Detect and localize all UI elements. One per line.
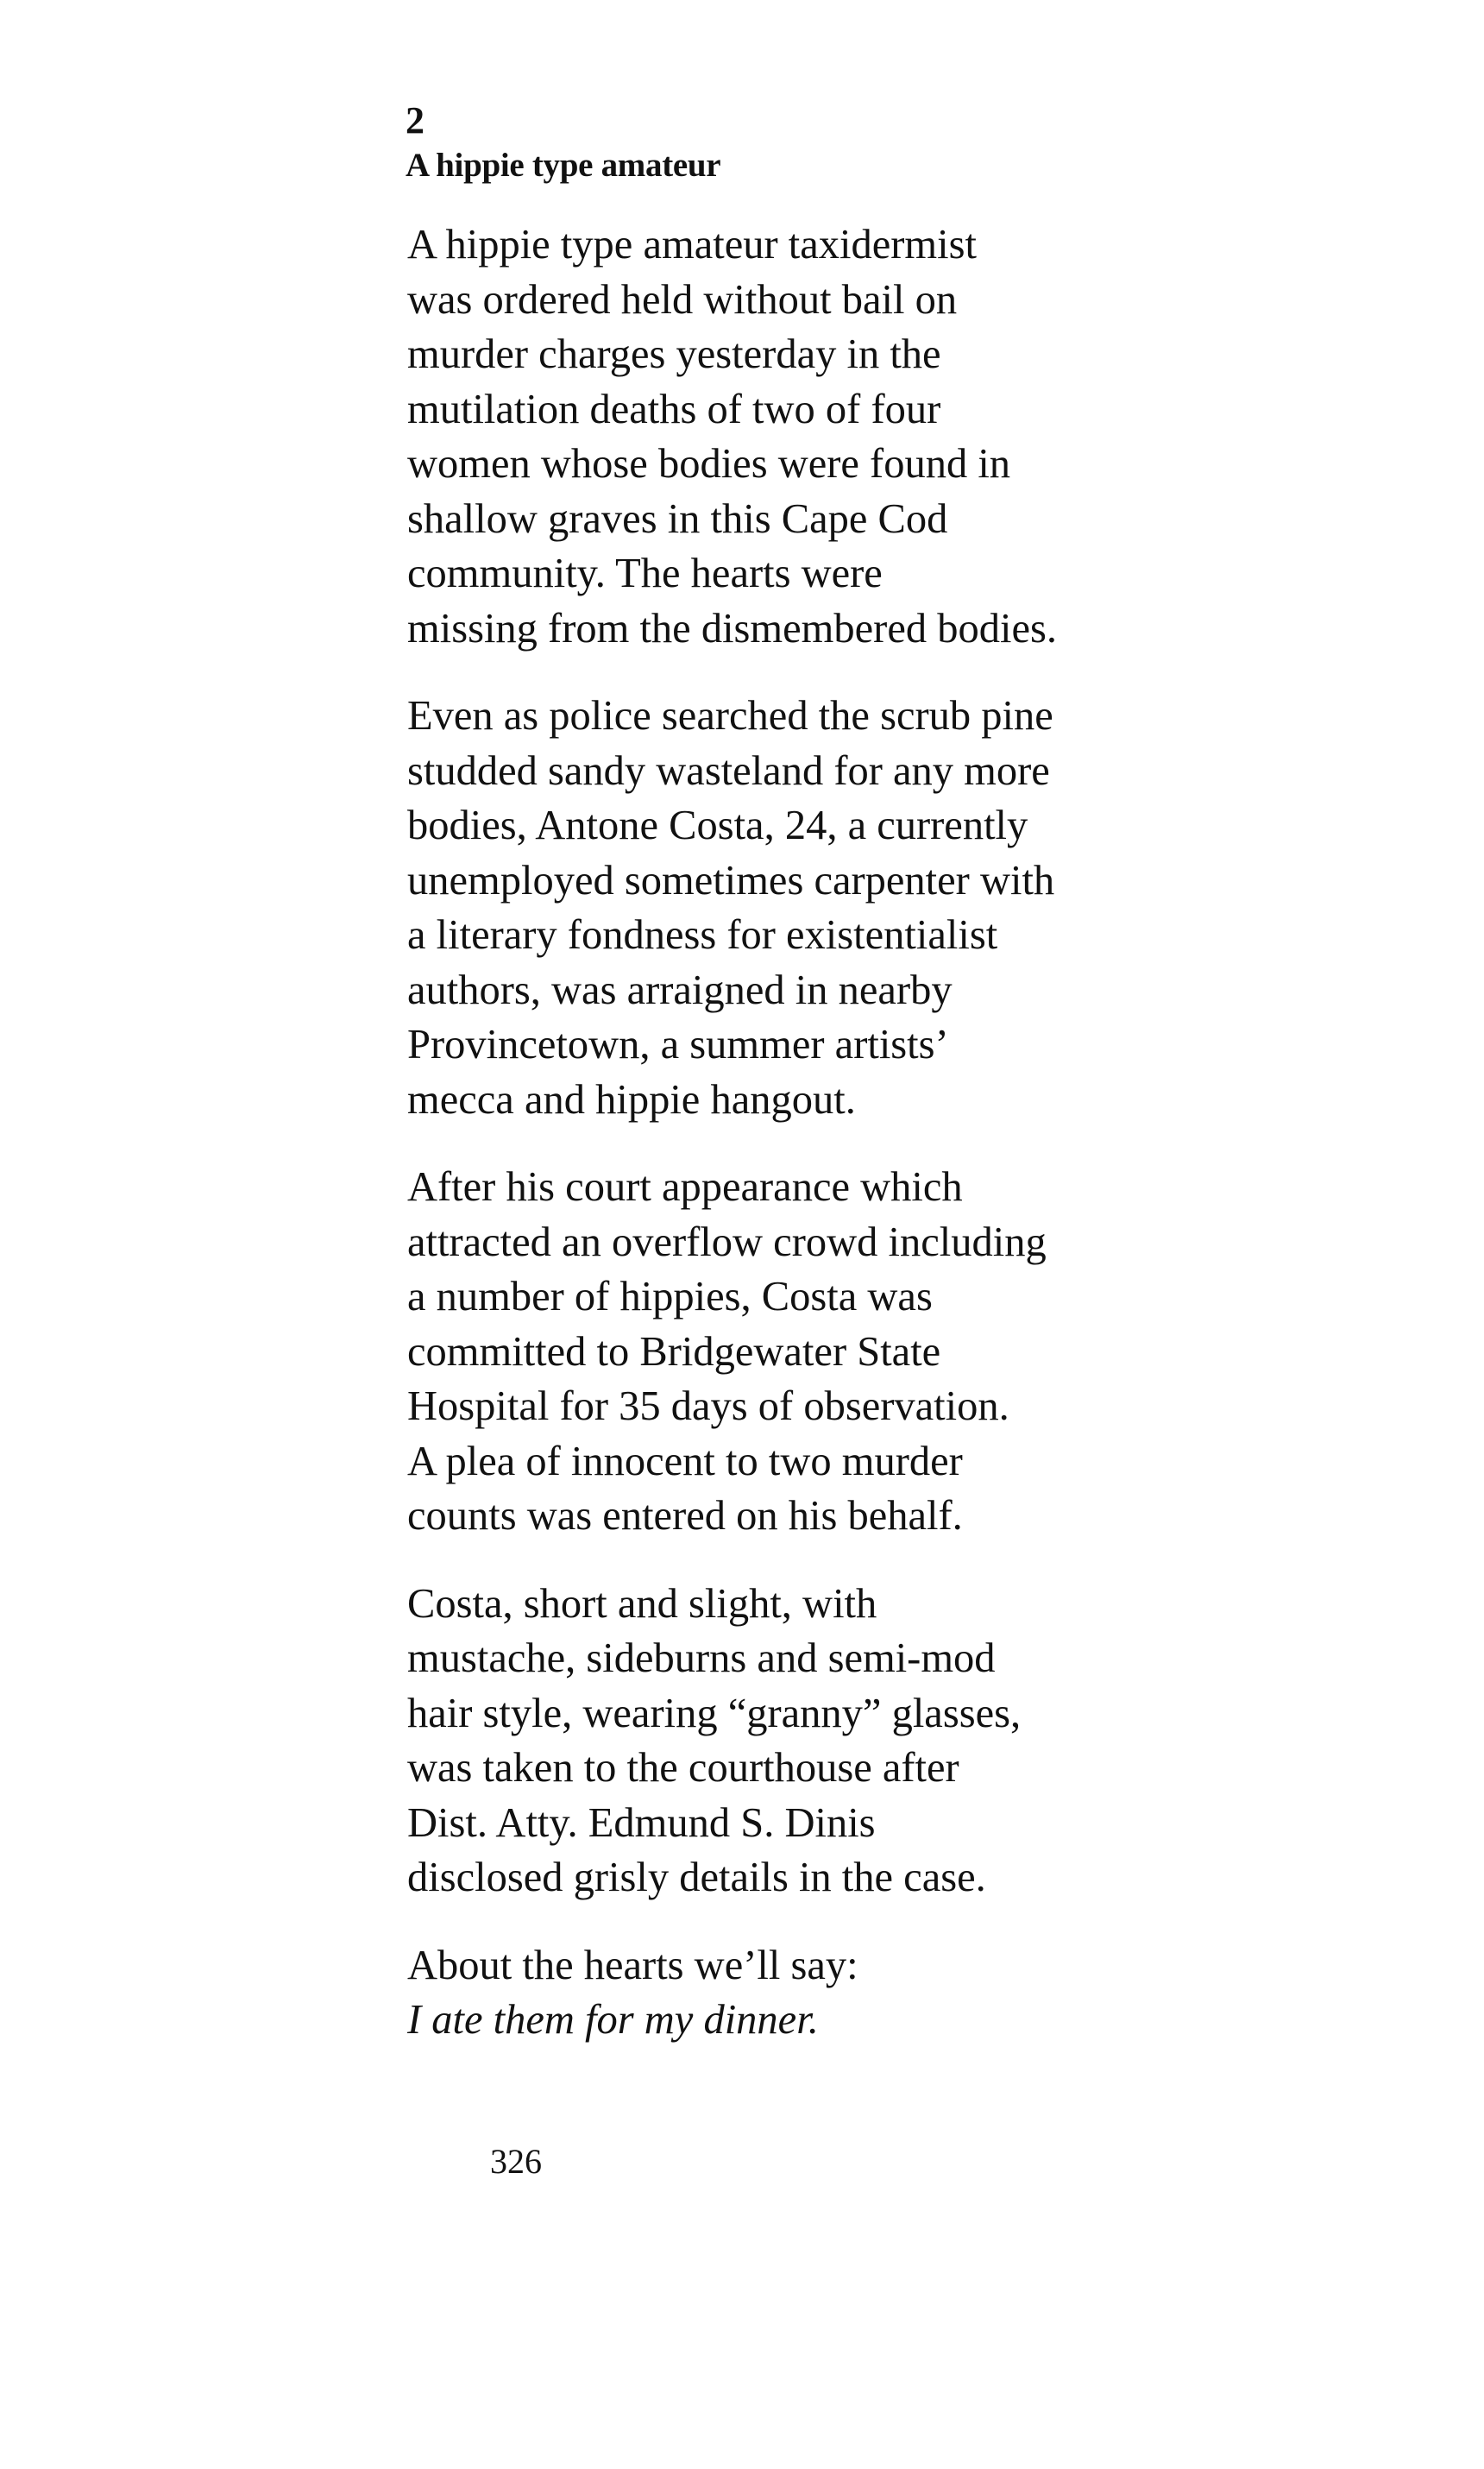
text-line: bodies, Antone Costa, 24, a currently	[407, 803, 1028, 848]
text-line: murder charges yesterday in the	[407, 331, 941, 377]
section-title: A hippie type amateur	[406, 147, 721, 184]
text-line: mustache, sideburns and semi-mod	[407, 1635, 996, 1681]
text-line: mutilation deaths of two of four	[407, 386, 941, 432]
text-line: studded sandy wasteland for any more	[407, 747, 1050, 794]
poem-body	[407, 217, 1270, 2081]
text-line: disclosed grisly details in the case.	[407, 1855, 986, 1900]
closing-couplet	[407, 1938, 1270, 2048]
closing-italic-line: I ate them for my dinner.	[407, 1997, 819, 2043]
text-line: was taken to the courthouse after	[407, 1745, 959, 1791]
paragraph-1	[407, 217, 1270, 656]
paragraph-2	[407, 689, 1270, 1127]
text-line: authors, was arraigned in nearby	[407, 967, 953, 1013]
text-line: shallow graves in this Cape Cod	[407, 495, 948, 542]
text-line: After his court appearance which	[407, 1164, 963, 1210]
text-line: mecca and hippie hangout.	[407, 1076, 856, 1123]
paragraph-4	[407, 1577, 1270, 1905]
text-line: hair style, wearing “granny” glasses,	[407, 1690, 1022, 1736]
text-line: community. The hearts were	[407, 551, 883, 596]
closing-line: About the hearts we’ll say:	[407, 1942, 858, 1988]
text-line: committed to Bridgewater State	[407, 1328, 941, 1375]
page-number: 326	[490, 2142, 542, 2181]
text-line: a number of hippies, Costa was	[407, 1274, 933, 1320]
text-line: Provincetown, a summer artists’	[407, 1022, 949, 1068]
text-line: Dist. Atty. Edmund S. Dinis	[407, 1799, 876, 1846]
text-line: A hippie type amateur taxidermist	[407, 222, 977, 268]
text-line: Costa, short and slight, with	[407, 1580, 877, 1627]
section-number: 2	[406, 99, 424, 142]
text-line: unemployed sometimes carpenter with	[407, 857, 1055, 904]
text-line: was ordered held without bail on	[407, 276, 958, 323]
text-line: women whose bodies were found in	[407, 441, 1011, 487]
paragraph-3	[407, 1160, 1270, 1544]
text-line: A plea of innocent to two murder	[407, 1438, 963, 1484]
text-line: counts was entered on his behalf.	[407, 1493, 963, 1539]
text-line: Hospital for 35 days of observation.	[407, 1383, 1009, 1429]
text-line: Even as police searched the scrub pine	[407, 693, 1053, 739]
text-line: missing from the dismembered bodies.	[407, 605, 1057, 652]
text-line: attracted an overflow crowd including	[407, 1219, 1047, 1265]
text-line: a literary fondness for existentialist	[407, 912, 998, 958]
